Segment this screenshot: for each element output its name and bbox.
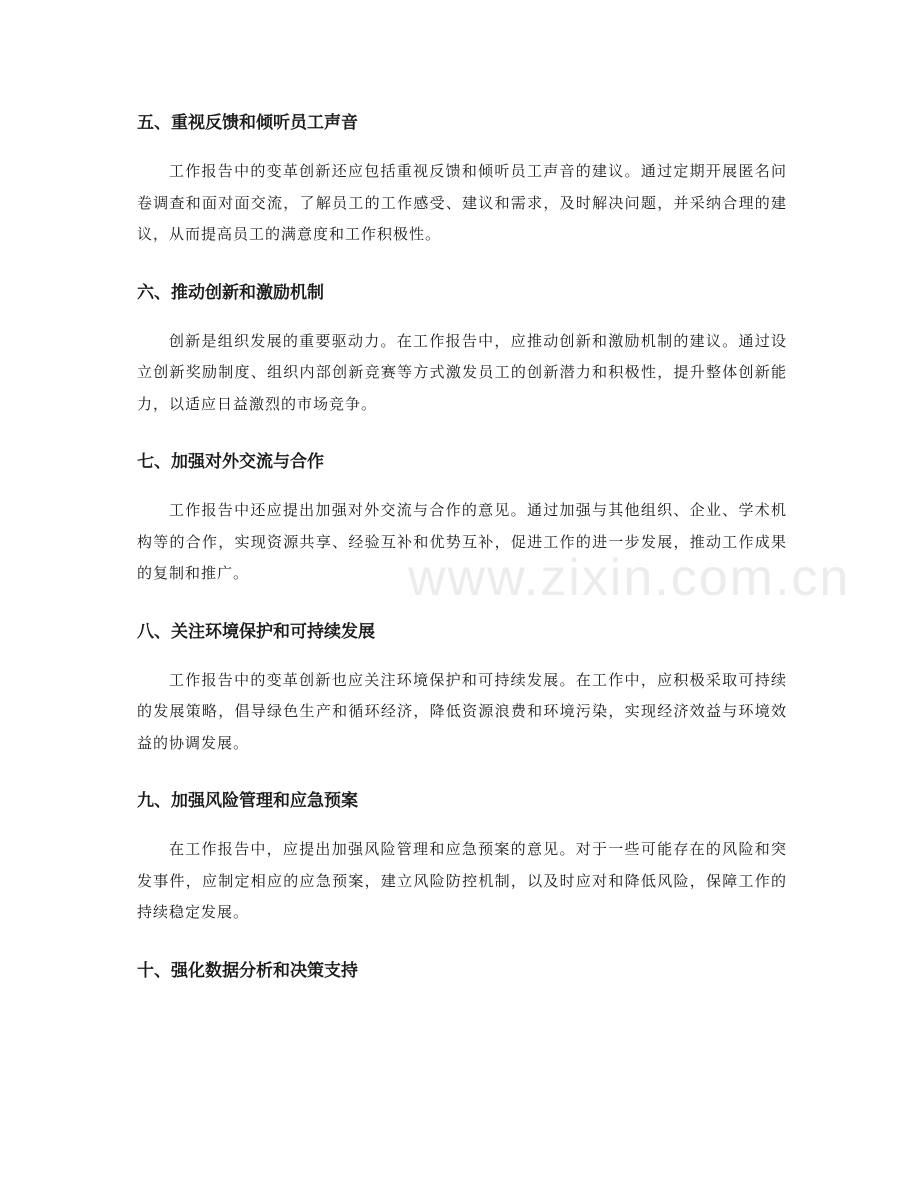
section-5 (137, 106, 787, 251)
section-heading: 十、强化数据分析和决策支持 (137, 960, 358, 981)
section-heading: 五、重视反馈和倾听员工声音 (137, 113, 358, 133)
section-6 (137, 276, 787, 421)
section-heading: 八、关注环境保护和可持续发展 (137, 621, 375, 642)
section-9 (137, 784, 787, 929)
section-8 (137, 615, 787, 760)
section-paragraph: 工作报告中的变革创新也应关注环境保护和可持续发展。在工作中，应积极采取可持续的发展策略，倡导绿色生产和循环经济，降低资源浪费和环境污染，实现经济效益与环境效益的协调发展。 (137, 670, 787, 752)
section-heading: 七、加强对外交流与合作 (137, 452, 324, 472)
section-paragraph: 工作报告中的变革创新还应包括重视反馈和倾听员工声音的建议。通过定期开展匿名问卷调查和面对面交流，了解员工的工作感受、建议和需求，及时解决问题，并采纳合理的建议，从而提高员工的满意度和工作积极性。 (137, 162, 787, 243)
section-paragraph: 在工作报告中，应提出加强风险管理和应急预案的意见。对于一些可能存在的风险和突发事件，应制定相应的应急预案，建立风险防控机制，以及时应对和降低风险，保障工作的持续稳定发展。 (137, 840, 787, 921)
section-paragraph: 工作报告中还应提出加强对外交流与合作的意见。通过加强与其他组织、企业、学术机构等的合作，实现资源共享、经验互补和优势互补，促进工作的进一步发展，推动工作成果的复制和推广。 (137, 501, 787, 582)
section-paragraph: 创新是组织发展的重要驱动力。在工作报告中，应推动创新和激励机制的建议。通过设立创新奖励制度、组织内部创新竞赛等方式激发员工的创新潜力和积极性，提升整体创新能力，以适应日益激烈的市场竞争。 (137, 331, 787, 413)
document-body (137, 106, 787, 1004)
watermark-text: www.zixin.com.cn (408, 549, 851, 607)
section-10 (137, 954, 787, 988)
section-heading: 九、加强风险管理和应急预案 (137, 791, 358, 811)
section-7 (137, 445, 787, 590)
section-heading: 六、推动创新和激励机制 (137, 282, 324, 303)
